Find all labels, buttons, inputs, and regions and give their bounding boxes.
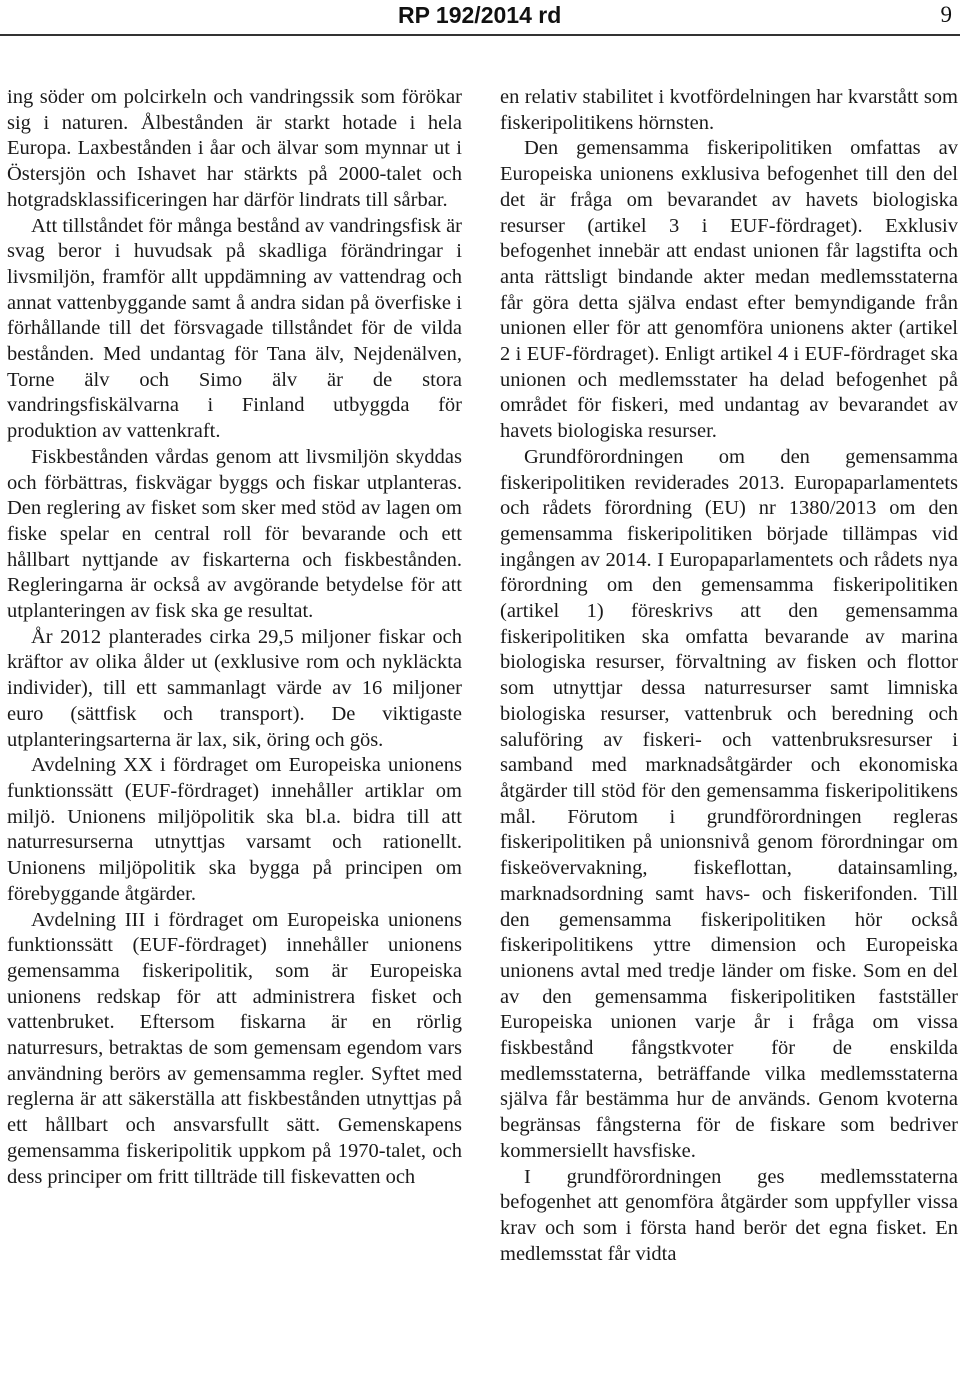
header-rule <box>0 34 960 36</box>
paragraph: Fiskbestånden vårdas genom att livsmiljön skyddas och förbättras, fiskvägar byggs och fiskar utplanteras. Den reglering av fisket som sker med stöd av lagen om fiske spelar en central roll för bevarande och ett hållbart nyttjande av fiskarterna och fiskbestånden. Regleringarna är också av avgörande betydelse för att utplanteringen av fisk ska ge resultat. <box>7 445 462 623</box>
right-column <box>500 85 958 1267</box>
paragraph: Grundförordningen om den gemensamma fiskeripolitiken reviderades 2013. Europaparlamentets och rådets förordning (EU) nr 1380/2013 om den gemensamma fiskeripolitiken började tillämpas vid ingången av 2014. I Europaparlamentets och rådets nya förordning om den gemensamma fiskeripolitiken (artikel 1) föreskrivs att den gemensamma fiskeripolitiken ska omfatta bevarande av marina biologiska resurser, förvaltning av fisken och flottor som utnyttjar dessa naturresurser samt limniska biologiska resurser, vattenbruk och beredning och saluföring av fiskeri- och vattenbruksresurser i samband med marknadsåtgärder och ekonomiska åtgärder till stöd för den gemensamma fiskeripolitikens mål. Förutom i grundförordningen regleras fiskeripolitiken på unionsnivå genom förordningar om fiskeövervakning, fiskeflottan, datainsamling, marknadsordning samt havs- och fiskerifonden. Till den gemensamma fiskeripolitiken hör också fiskeripolitikens yttre dimension och Europeiska unionens avtal med tredje länder om fiske. Som en del av den gemensamma fiskeripolitiken fastställer Europeiska unionen varje år i fråga om vissa fiskbestånd fångstkvoter för de enskilda medlemsstaterna, beträffande vilka medlemsstaterna själva får bestämma hur de används. Genom kvoterna begränsas fångsterna för de fiskare som bedriver kommersiellt havsfiske. <box>500 445 958 1162</box>
paragraph: År 2012 planterades cirka 29,5 miljoner fiskar och kräftor av olika ålder ut (exklusive rom och nykläckta individer), till ett sammanlagt värde av 16 miljoner euro (sättfisk och transport). De viktigaste utplanteringsarterna är lax, sik, öring och gös. <box>7 625 462 751</box>
paragraph: Att tillståndet för många bestånd av vandringsfisk är svag beror i huvudsak på skadliga förändringar i livsmiljön, framför allt uppdämning av vattendrag och annat vattenbyggande samt å andra sidan på överfiske i förhållande till det försvagade tillståndet för de vilda bestånden. Med undantag för Tana älv, Nejdenälven, Torne älv och Simo älv är de stora vandringsfiskälvarna i Finland utbyggda för produktion av vattenkraft. <box>7 214 462 443</box>
page-header <box>0 0 960 34</box>
paragraph: I grundförordningen ges medlemsstaterna befogenhet att genomföra åtgärder som uppfyller vissa krav och som i första hand berör det egna fisket. En medlemsstat får vidta <box>500 1165 958 1265</box>
document-title: RP 192/2014 rd <box>398 2 562 28</box>
paragraph: en relativ stabilitet i kvotfördelningen har kvarstått som fiskeripolitikens hörnsten. <box>500 86 958 134</box>
page-number: 9 <box>940 2 952 27</box>
paragraph: Avdelning XX i fördraget om Europeiska unionens funktionssätt (EUF-fördraget) innehåller artiklar om miljö. Unionens miljöpolitik ska bl.a. bidra till att naturresurserna utnyttjas varsamt och rationellt. Unionens miljöpolitik ska bygga på principen om förebyggande åtgärder. <box>7 754 462 905</box>
paragraph: Avdelning III i fördraget om Europeiska unionens funktionssätt (EUF-fördraget) innehåller unionens gemensamma fiskeripolitik, som är Europeiska unionens redskap för att administrera fisket och vattenbruket. Eftersom fiskarna är en rörlig naturresurs, betraktas de som gemensam egendom vars användning berörs av gemensamma regler. Syftet med reglerna är att säkerställa att fiskbestånden utnyttjas på ett hållbart och ansvarsfullt sätt. Gemenskapens gemensamma fiskeripolitik uppkom på 1970-talet, och dess principer om fritt tillträde till fiskevatten och <box>7 908 462 1188</box>
left-column <box>7 85 462 1190</box>
paragraph: Den gemensamma fiskeripolitiken omfattas av Europeiska unionens exklusiva befogenhet till den del det är fråga om bevarandet av havets biologiska resurser (artikel 3 i EUF-fördraget). Exklusiv befogenhet innebär att endast unionen får lagstifta och anta rättsligt bindande akter medan medlemsstaterna får göra detta själva endast efter bemyndigande från unionen eller för att genomföra unionens akter (artikel 2 i EUF-fördraget). Enligt artikel 4 i EUF-fördraget ska unionen och medlemsstater ha delad befogenhet på området för fiskeri, med undantag av bevarandet av havets biologiska resurser. <box>500 137 958 443</box>
paragraph: ing söder om polcirkeln och vandringssik som förökar sig i naturen. Ålbestånden är starkt hotade i hela Europa. Laxbestånden i åar och älvar som mynnar ut i Östersjön och Ishavet har stärkts på 2000-talet och hotgradsklassificeringen har därför lindrats till sårbar. <box>7 86 462 211</box>
